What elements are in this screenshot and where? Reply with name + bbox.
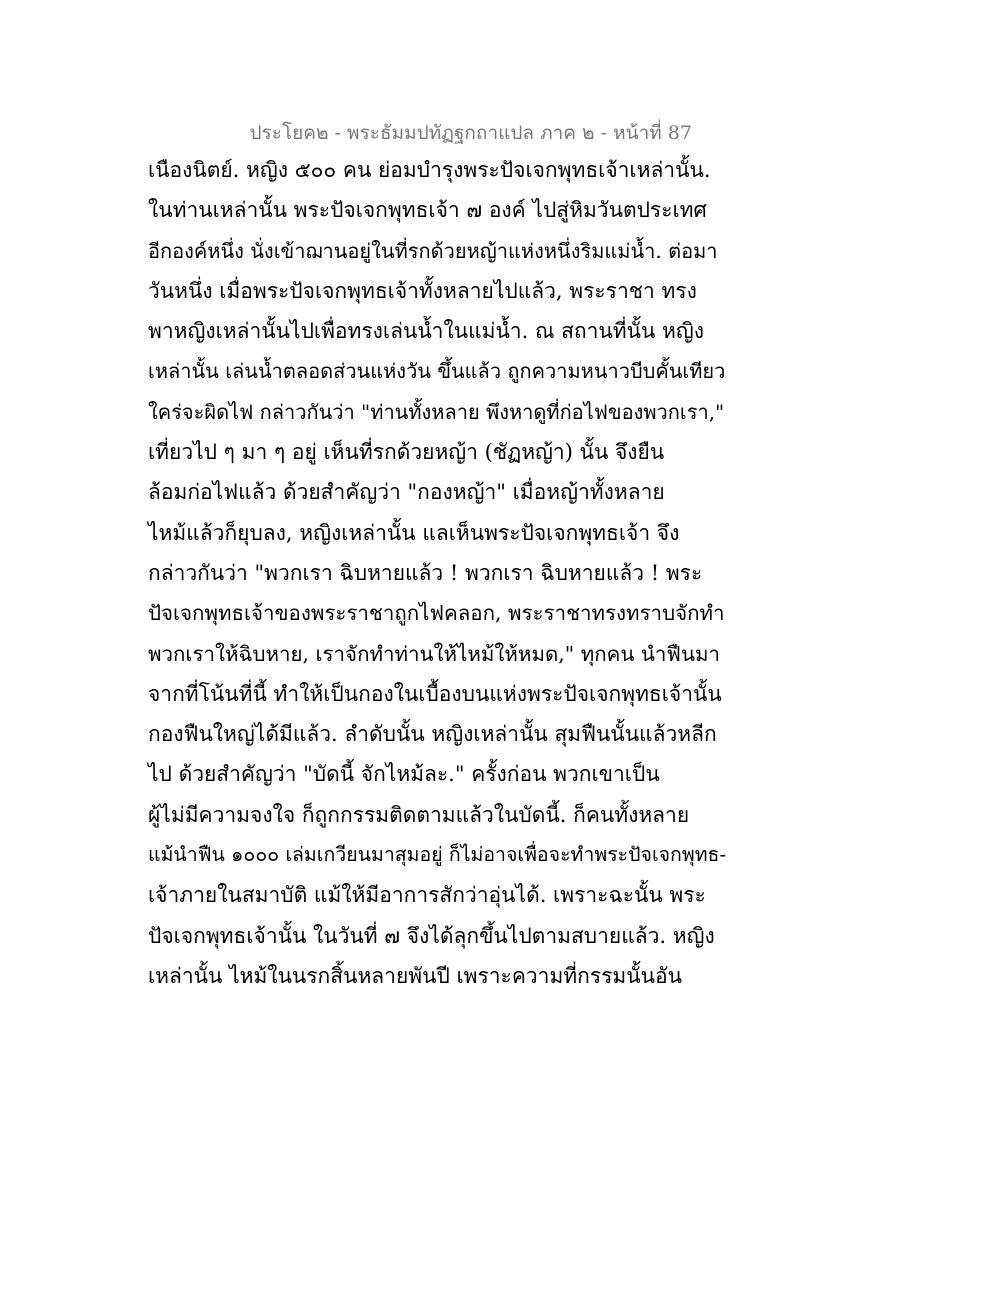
text-line: ไหม้แล้วก็ยุบลง, หญิงเหล่านั้น แลเห็นพระปัจเจกพุทธเจ้า จึง: [148, 520, 680, 545]
text-line: แม้นำฟืน ๑๐๐๐ เล่มเกวียนมาสุมอยู่ ก็ไม่อาจเพื่อจะทำพระปัจเจกพุทธ-: [148, 843, 727, 867]
text-line: เที่ยวไป ๆ มา ๆ อยู่ เห็นที่รกด้วยหญ้า (ชัฏหญ้า) นั้น จึงยืน: [148, 440, 665, 465]
text-line: พวกเราให้ฉิบหาย, เราจักทำท่านให้ไหม้ให้หมด," ทุกคน นำฟืนมา: [148, 641, 720, 666]
text-line: อีกองค์หนึ่ง นั่งเข้าฌานอยู่ในที่รกด้วยหญ้าแห่งหนึ่งริมแม่น้ำ. ต่อมา: [148, 238, 718, 263]
body-text: [148, 150, 728, 996]
text-line: วันหนึ่ง เมื่อพระปัจเจกพุทธเจ้าทั้งหลายไปแล้ว, พระราชา ทรง: [148, 278, 697, 303]
text-line: ผู้ไม่มีความจงใจ ก็ถูกกรรมติดตามแล้วในบัดนี้. ก็คนทั้งหลาย: [148, 802, 690, 827]
text-line: กล่าวกันว่า "พวกเรา ฉิบหายแล้ว ! พวกเรา ฉิบหายแล้ว ! พระ: [148, 560, 703, 585]
text-line: เจ้าภายในสมาบัติ แม้ให้มีอาการสักว่าอุ่นได้. เพราะฉะนั้น พระ: [148, 883, 706, 908]
page-header: ประโยค๒ - พระธัมมปทัฏฐกถาแปล ภาค ๒ - หน้าที่ 87: [249, 122, 692, 144]
text-line: ในท่านเหล่านั้น พระปัจเจกพุทธเจ้า ๗ องค์ ไปสู่หิมวันตประเทศ: [148, 198, 707, 223]
text-line: เหล่านั้น เล่นน้ำตลอดส่วนแห่งวัน ขึ้นแล้ว ถูกความหนาวบีบคั้นเทียว: [148, 359, 726, 384]
text-line: ไป ด้วยสำคัญว่า "บัดนี้ จักไหม้ละ." ครั้งก่อน พวกเขาเป็น: [148, 762, 660, 787]
text-line: กองฟืนใหญ่ได้มีแล้ว. ลำดับนั้น หญิงเหล่านั้น สุมฟืนนั้นแล้วหลีก: [148, 722, 717, 747]
text-line: ใคร่จะผิดไฟ กล่าวกันว่า "ท่านทั้งหลาย พึงหาดูที่ก่อไฟของพวกเรา,": [148, 399, 725, 424]
text-line: เนืองนิตย์. หญิง ๕๐๐ คน ย่อมบำรุงพระปัจเจกพุทธเจ้าเหล่านั้น.: [148, 158, 711, 182]
text-line: ปัจเจกพุทธเจ้านั้น ในวันที่ ๗ จึงได้ลุกขึ้นไปตามสบายแล้ว. หญิง: [148, 923, 715, 948]
text-line: ปัจเจกพุทธเจ้าของพระราชาถูกไฟคลอก, พระราชาทรงทราบจักทำ: [148, 601, 725, 626]
text-line: จากที่โน้นที่นี้ ทำให้เป็นกองในเบื้องบนแห่งพระปัจเจกพุทธเจ้านั้น: [148, 681, 722, 706]
text-line: เหล่านั้น ไหม้ในนรกสิ้นหลายพันปี เพราะความที่กรรมนั้นอัน: [148, 963, 682, 988]
text-line: พาหญิงเหล่านั้นไปเพื่อทรงเล่นน้ำในแม่น้ำ. ณ สถานที่นั้น หญิง: [148, 319, 705, 344]
text-line: ล้อมก่อไฟแล้ว ด้วยสำคัญว่า "กองหญ้า" เมื่อหญ้าทั้งหลาย: [148, 480, 665, 505]
